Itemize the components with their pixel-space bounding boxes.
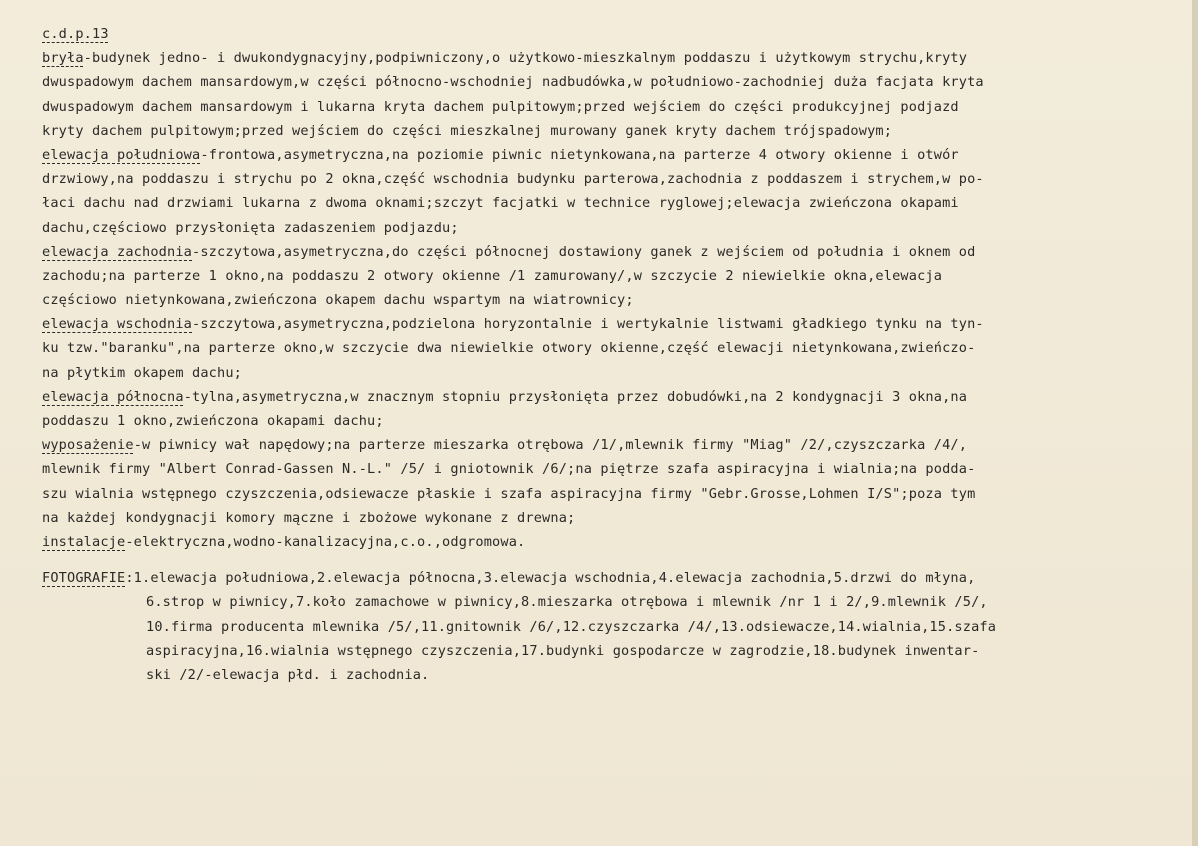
section-line: [42, 433, 1182, 457]
section-heading: elewacja południowa: [42, 146, 201, 163]
section-text: zachodu;na parterze 1 okno,na poddaszu 2 otwory okienne /1 zamurowany/,w szczycie 2 niewielkie okna,elewacja: [42, 267, 943, 284]
section-line: [42, 457, 1182, 481]
photos-line: [42, 615, 1182, 639]
section-line: [42, 361, 1182, 385]
photos-text: 10.firma producenta mlewnika /5/,11.gnitownik /6/,12.czyszczarka /4/,13.odsiewacze,14.wialnia,15.szafa: [146, 618, 997, 635]
section-line: [42, 506, 1182, 530]
section-line: [42, 143, 1182, 167]
section-heading: bryła: [42, 50, 84, 67]
section-text: -frontowa,asymetryczna,na poziomie piwnic nietynkowana,na parterze 4 otwory okienne i otwór: [200, 146, 959, 163]
section-heading: elewacja zachodnia: [42, 243, 193, 260]
section-text: kryty dachem pulpitowym;przed wejściem do części mieszkalnej murowany ganek kryty dachem trójspadowym;: [42, 122, 893, 139]
section-text: na płytkim okapem dachu;: [42, 364, 243, 381]
section-heading: elewacja wschodnia: [42, 316, 193, 333]
section-line: [42, 385, 1182, 409]
sections: [42, 46, 1182, 554]
photos-line: [42, 566, 1182, 590]
section-heading: elewacja północna: [42, 388, 184, 405]
section-line: [42, 167, 1182, 191]
photos-line: [42, 590, 1182, 614]
photos-heading: FOTOGRAFIE: [42, 570, 126, 587]
section-text: dwuspadowym dachem mansardowym,w części północno-wschodniej nadbudówka,w południowo-zachodniej duża facjata kryta: [42, 74, 984, 91]
section-line: [42, 191, 1182, 215]
photos-line: [42, 639, 1182, 663]
photos-section: [42, 566, 1182, 687]
section-line: [42, 312, 1182, 336]
section-text: poddaszu 1 okno,zwieńczona okapami dachu;: [42, 413, 384, 429]
section-line: [42, 530, 1182, 554]
section-line: [42, 482, 1182, 506]
section-text: dwuspadowym dachem mansardowym i lukarna kryta dachem pulpitowym;przed wejściem do części produkcyjnej podjazd: [42, 98, 959, 115]
section-text: na każdej kondygnacji komory mączne i zbożowe wykonane z drewna;: [42, 509, 576, 526]
section-line: [42, 240, 1182, 264]
section-line: [42, 119, 1182, 143]
section-text: częściowo nietynkowana,zwieńczona okapem dachu wspartym na wiatrownicy;: [42, 292, 634, 309]
photos-text: ski /2/-elewacja płd. i zachodnia.: [146, 666, 430, 683]
section-text: -w piwnicy wał napędowy;na parterze mieszarka otrębowa /1/,mlewnik firmy "Miag" /2/,czyszczarka /4/,: [133, 437, 968, 454]
section-line: [42, 336, 1182, 360]
document-ref: c.d.p.13: [42, 26, 109, 42]
photos-text: aspiracyjna,16.wialnia wstępnego czyszczenia,17.budynki gospodarcze w zagrodzie,18.budynek inwentar-: [146, 642, 980, 659]
section-text: -szczytowa,asymetryczna,podzielona horyzontalnie i wertykalnie listwami gładkiego tynku na tyn-: [192, 316, 984, 333]
section-line: [42, 264, 1182, 288]
section-line: [42, 46, 1182, 70]
section-text: -budynek jedno- i dwukondygnacyjny,podpiwniczony,o użytkowo-mieszkalnym poddaszu i użytkowym strychu,kryty: [83, 50, 968, 67]
spacer: [42, 554, 1182, 566]
section-text: ku tzw."baranku",na parterze okno,w szczycie dwa niewielkie otwory okienne,część elewacji nietynkowana,zwieńczo-: [42, 340, 976, 357]
section-line: [42, 409, 1182, 433]
document-text: [42, 22, 1182, 687]
section-text: -tylna,asymetryczna,w znacznym stopniu przysłonięta przez dobudówki,na 2 kondygnacji 3 okna,na: [183, 388, 968, 405]
section-text: łaci dachu nad drzwiami lukarna z dwoma oknami;szczyt facjatki w technice ryglowej;elewacja zwieńczona okapami: [42, 195, 959, 212]
section-heading: wyposażenie: [42, 437, 134, 454]
photos-line: [42, 663, 1182, 687]
photos-text: 6.strop w piwnicy,7.koło zamachowe w piwnicy,8.mieszarka otrębowa i mlewnik /nr 1 i 2/,9.mlewnik /5/,: [146, 594, 988, 611]
section-line: [42, 216, 1182, 240]
section-text: szu wialnia wstępnego czyszczenia,odsiewacze płaskie i szafa aspiracyjna firmy "Gebr.Grosse,Lohmen I/S";poza tym: [42, 485, 976, 502]
section-line: [42, 288, 1182, 312]
section-text: drzwiowy,na poddaszu i strychu po 2 okna,część wschodnia budynku parterowa,zachodnia z poddaszem i strychem,w po-: [42, 171, 984, 188]
section-line: [42, 95, 1182, 119]
ref-line: [42, 22, 1182, 46]
section-text: mlewnik firmy "Albert Conrad-Gassen N.-L." /5/ i gniotownik /6/;na piętrze szafa aspiracyjna i wialnia;na podda-: [42, 461, 976, 478]
section-text: -szczytowa,asymetryczna,do części północnej dostawiony ganek z wejściem od południa i oknem od: [192, 243, 976, 260]
section-text: -elektryczna,wodno-kanalizacyjna,c.o.,odgromowa.: [125, 533, 526, 550]
page-edge: [1192, 0, 1198, 846]
section-line: [42, 70, 1182, 94]
section-heading: instalacje: [42, 533, 126, 550]
section-text: dachu,częściowo przysłonięta zadaszeniem podjazdu;: [42, 219, 459, 236]
photos-text: :1.elewacja południowa,2.elewacja północna,3.elewacja wschodnia,4.elewacja zachodnia,5.drzwi do młyna,: [125, 570, 976, 587]
